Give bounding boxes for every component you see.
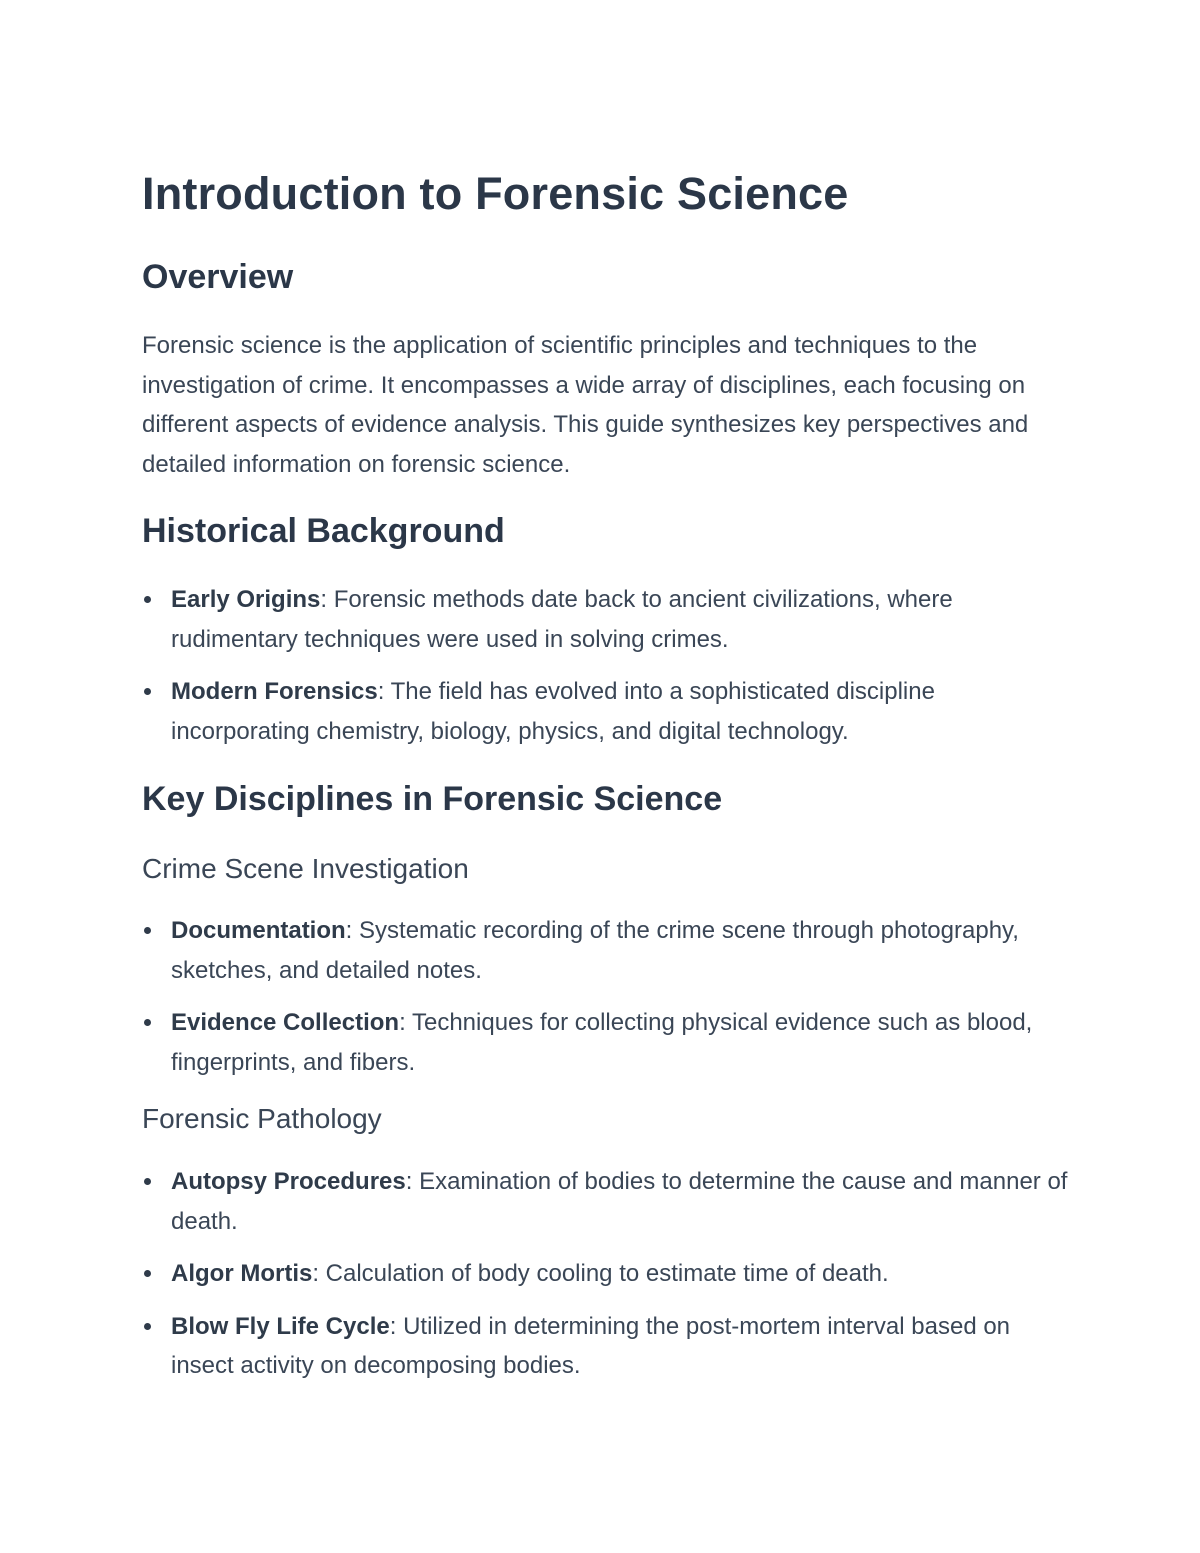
- item-description: Examination of bodies to determine the cause and manner of death.: [171, 1168, 1068, 1235]
- history-list: [142, 580, 1072, 764]
- bullet-icon: [144, 1178, 151, 1185]
- bullet-icon: [144, 1019, 151, 1026]
- item-description: Systematic recording of the crime scene through photography, sketches, and detailed notes.: [171, 917, 1019, 984]
- pathology-list: [142, 1162, 1072, 1399]
- item-separator: :: [377, 678, 391, 705]
- list-item: [142, 1307, 1072, 1386]
- item-separator: :: [399, 1009, 412, 1036]
- page-title: Introduction to Forensic Science: [142, 168, 849, 219]
- item-term: Blow Fly Life Cycle: [171, 1312, 390, 1340]
- csi-heading: Crime Scene Investigation: [142, 853, 469, 884]
- item-description: Calculation of body cooling to estimate time of death.: [325, 1260, 889, 1287]
- csi-list: [142, 911, 1072, 1095]
- disciplines-heading: Key Disciplines in Forensic Science: [142, 780, 723, 818]
- list-item: [142, 911, 1072, 990]
- overview-text: Forensic science is the application of scientific principles and techniques to the investigation of crime. It encompasses a wide array of disciplines, each focusing on different aspects of evidence analysis. This guide synthesizes key perspectives and detailed information on forensic science.: [142, 332, 1029, 478]
- item-description: Techniques for collecting physical evidence such as blood, fingerprints, and fibers.: [171, 1009, 1033, 1076]
- list-item: [142, 580, 1072, 659]
- item-description: The field has evolved into a sophisticated discipline incorporating chemistry, biology, physics, and digital technology.: [171, 678, 935, 745]
- item-separator: :: [389, 1312, 404, 1340]
- bullet-icon: [144, 927, 151, 934]
- bullet-icon: [144, 688, 151, 695]
- item-term: Evidence Collection: [171, 1009, 400, 1036]
- overview-heading: Overview: [142, 258, 294, 296]
- item-term: Autopsy Procedures: [171, 1168, 406, 1195]
- item-term: Documentation: [171, 917, 346, 944]
- list-item: [142, 1254, 1072, 1294]
- item-description: Utilized in determining the post-mortem interval based on insect activity on decomposing bodies.: [171, 1312, 1011, 1379]
- item-separator: :: [345, 917, 360, 944]
- bullet-icon: [144, 596, 151, 603]
- item-description: Forensic methods date back to ancient civilizations, where rudimentary techniques were used in solving crimes.: [171, 586, 953, 653]
- item-separator: :: [312, 1260, 326, 1287]
- list-item: [142, 672, 1072, 751]
- history-heading: Historical Background: [142, 512, 505, 550]
- list-item: [142, 1003, 1072, 1082]
- item-separator: :: [405, 1168, 420, 1195]
- item-term: Algor Mortis: [171, 1260, 313, 1287]
- list-item: [142, 1162, 1072, 1241]
- pathology-heading: Forensic Pathology: [142, 1103, 382, 1134]
- bullet-icon: [144, 1323, 151, 1330]
- item-term: Early Origins: [171, 586, 321, 613]
- bullet-icon: [144, 1270, 151, 1277]
- item-term: Modern Forensics: [171, 678, 378, 705]
- item-separator: :: [320, 586, 334, 613]
